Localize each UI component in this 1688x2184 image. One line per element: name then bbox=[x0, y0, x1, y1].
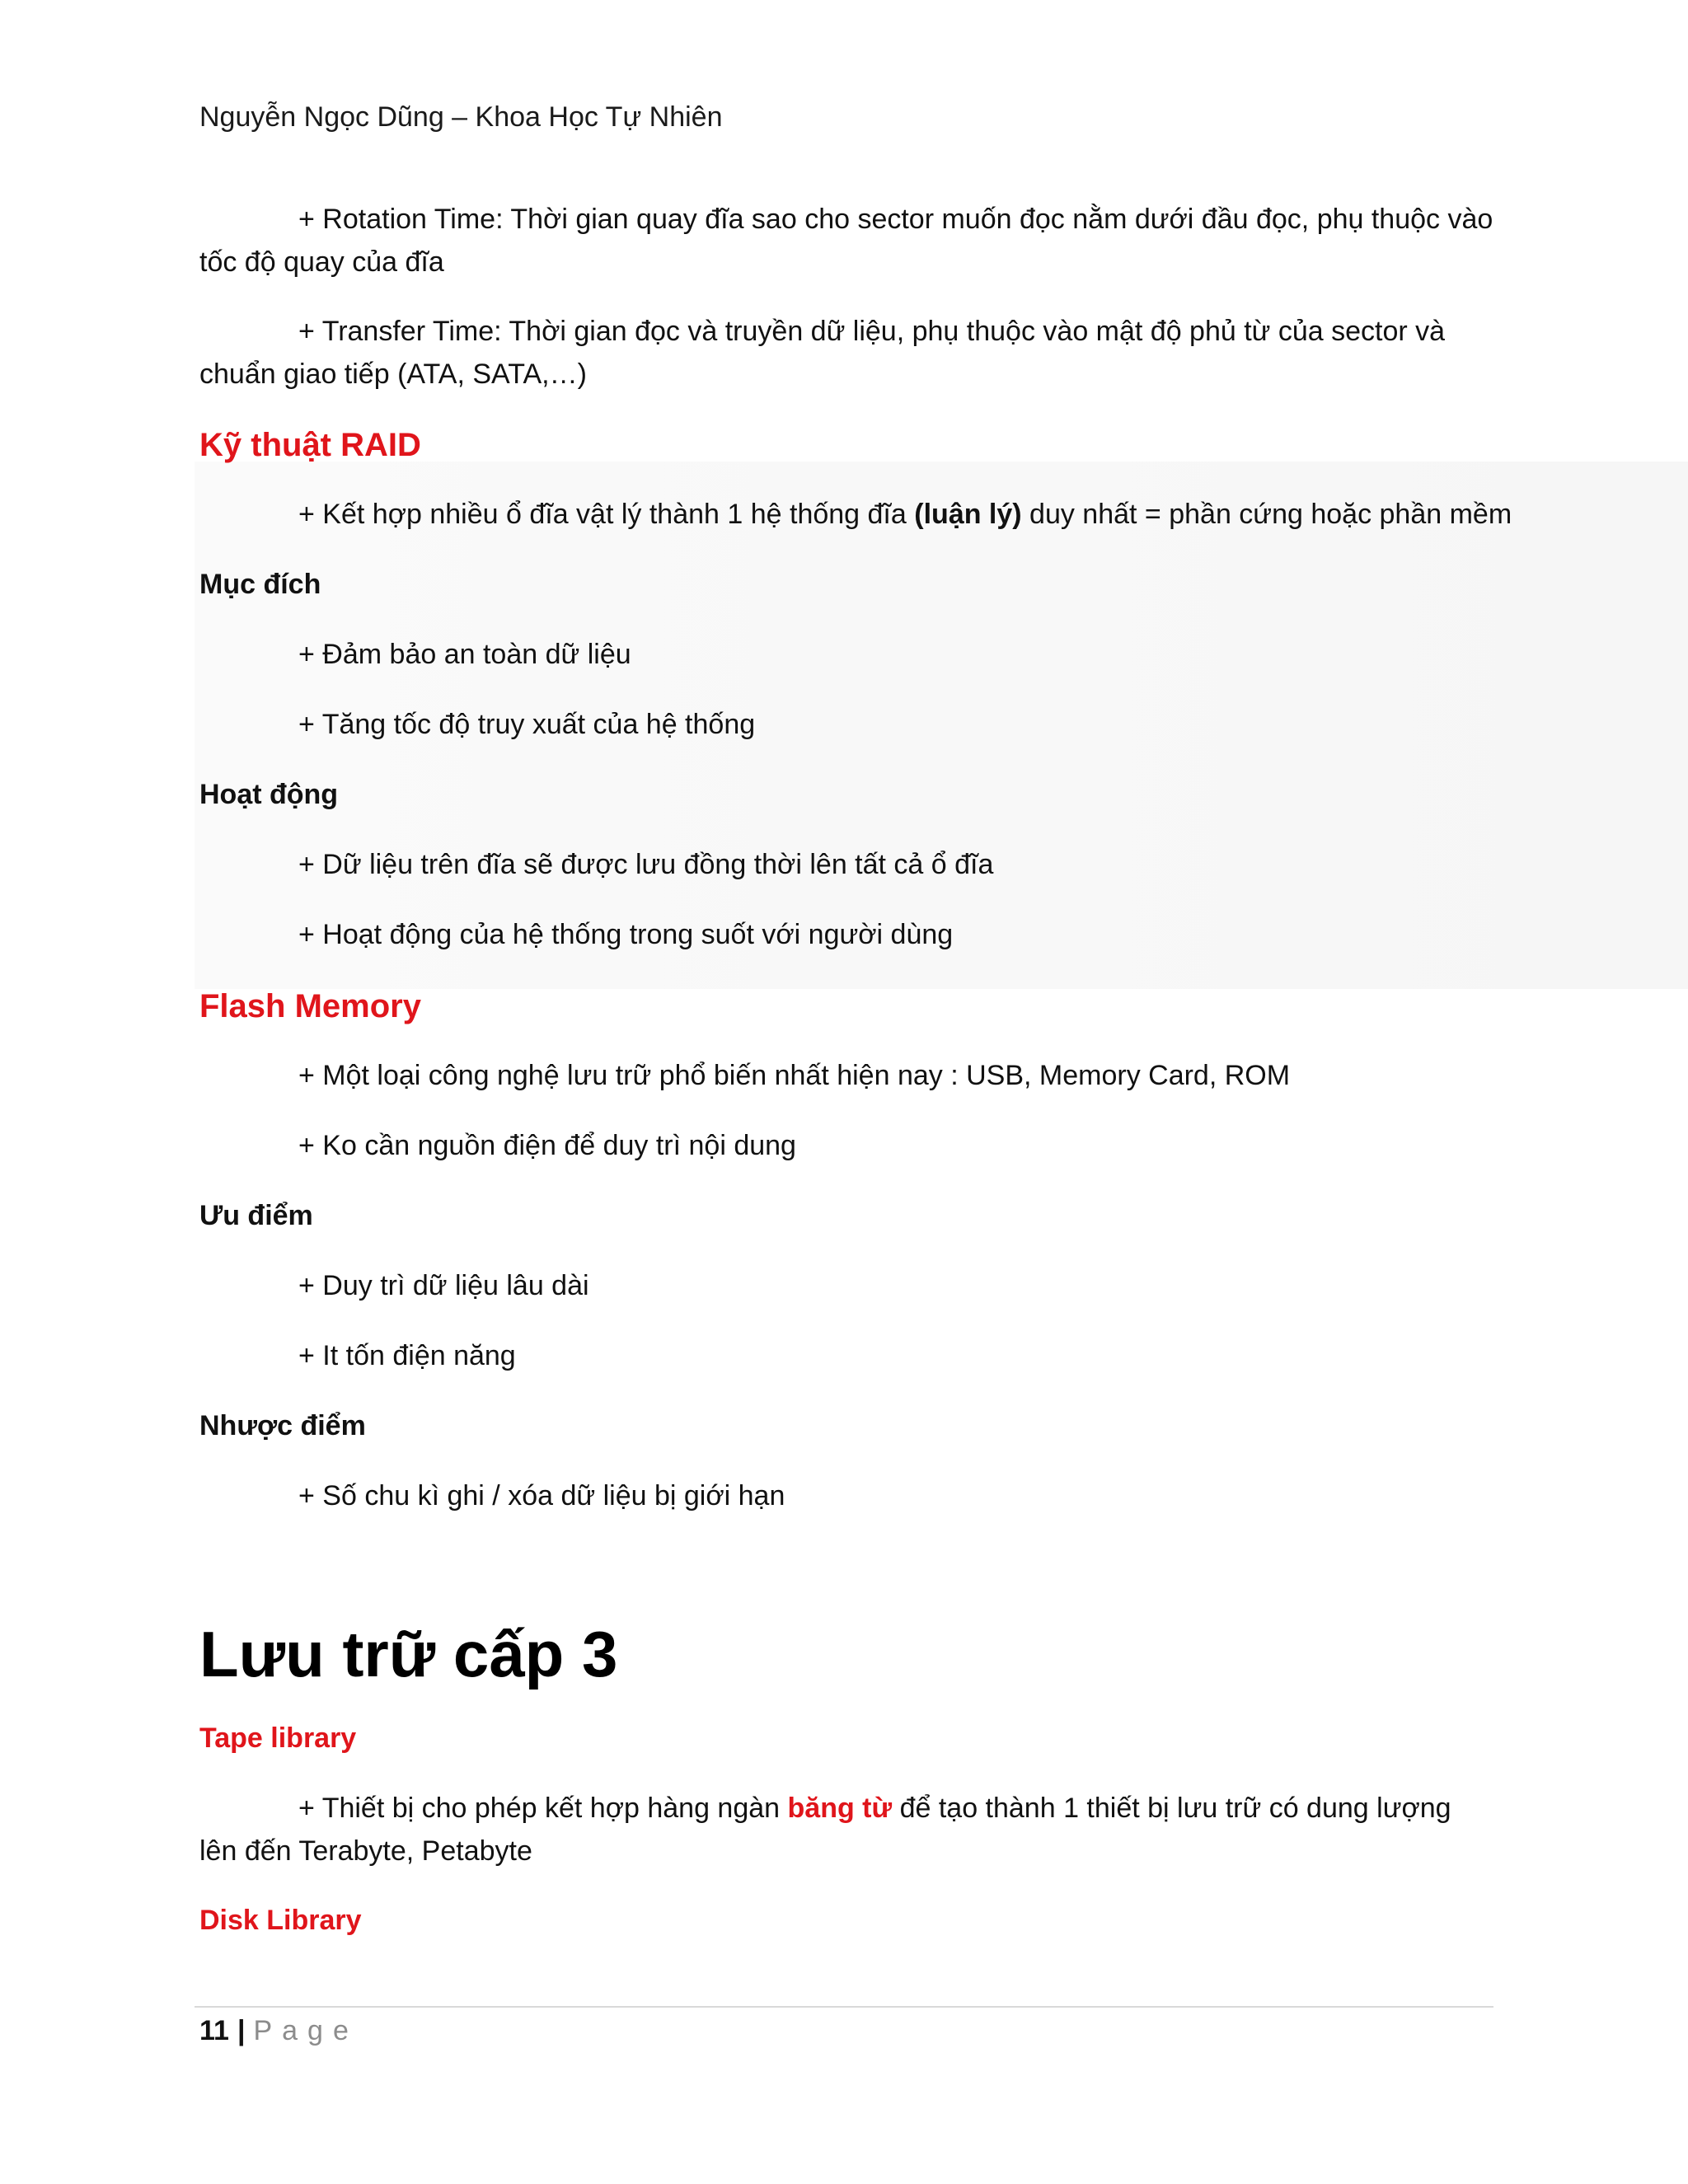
hoat-dong-item: + Dữ liệu trên đĩa sẽ được lưu đồng thời lên tất cả ổ đĩa bbox=[298, 849, 994, 880]
disk-library-heading: Disk Library bbox=[199, 1905, 362, 1936]
rotation-time-paragraph: + Rotation Time: Thời gian quay đĩa sao cho sector muốn đọc nằm dưới đầu đọc, phụ thuộc vào tốc độ quay của đĩa bbox=[199, 204, 1493, 278]
page-label: Page bbox=[253, 2015, 359, 2046]
footer-separator: | bbox=[237, 2015, 246, 2046]
flash-memory-heading: Flash Memory bbox=[199, 988, 421, 1024]
muc-dich-item: + Đảm bảo an toàn dữ liệu bbox=[298, 639, 631, 670]
tape-highlight: băng từ bbox=[787, 1793, 893, 1824]
tape-text-after: để tạo thành 1 thiết bị lưu trữ có dung lượng lên đến Terabyte, Petabyte bbox=[199, 1793, 1451, 1867]
flash-item: + Một loại công nghệ lưu trữ phổ biến nhất hiện nay : USB, Memory Card, ROM bbox=[298, 1060, 1291, 1091]
tape-text-before: + Thiết bị cho phép kết hợp hàng ngàn bbox=[298, 1793, 788, 1824]
page-content bbox=[199, 198, 1512, 1969]
page-header: Nguyễn Ngọc Dũng – Khoa Học Tự Nhiên bbox=[199, 101, 723, 133]
nhuoc-diem-heading: Nhược điểm bbox=[199, 1410, 366, 1441]
flash-item: + Ko cần nguồn điện để duy trì nội dung bbox=[298, 1130, 796, 1161]
footer-divider bbox=[195, 2006, 1493, 2008]
hoat-dong-item: + Hoạt động của hệ thống trong suốt với người dùng bbox=[298, 919, 954, 950]
raid-item-text-after: duy nhất = phần cứng hoặc phần mềm bbox=[1021, 499, 1512, 530]
tape-library-heading: Tape library bbox=[199, 1722, 357, 1754]
muc-dich-heading: Mục đích bbox=[199, 569, 321, 600]
uu-diem-item: + It tốn điện năng bbox=[298, 1340, 516, 1371]
section-title: Lưu trữ cấp 3 bbox=[199, 1618, 618, 1690]
muc-dich-item: + Tăng tốc độ truy xuất của hệ thống bbox=[298, 709, 756, 740]
page-number: 11 bbox=[199, 2015, 229, 2046]
raid-heading: Kỹ thuật RAID bbox=[199, 427, 421, 463]
transfer-time-paragraph: + Transfer Time: Thời gian đọc và truyền dữ liệu, phụ thuộc vào mật độ phủ từ của sector và chuẩn giao tiếp (ATA, SATA,…) bbox=[199, 316, 1446, 390]
uu-diem-item: + Duy trì dữ liệu lâu dài bbox=[298, 1270, 589, 1301]
raid-item-text-before: + Kết hợp nhiều ổ đĩa vật lý thành 1 hệ thống đĩa bbox=[298, 499, 915, 530]
tape-library-paragraph bbox=[199, 1787, 1493, 1872]
raid-item-bold: (luận lý) bbox=[914, 499, 1022, 530]
page-footer bbox=[199, 2011, 359, 2050]
raid-item bbox=[199, 493, 1512, 536]
hoat-dong-heading: Hoạt động bbox=[199, 779, 339, 810]
nhuoc-diem-item: + Số chu kì ghi / xóa dữ liệu bị giới hạn bbox=[298, 1480, 785, 1511]
uu-diem-heading: Ưu điểm bbox=[199, 1200, 313, 1231]
